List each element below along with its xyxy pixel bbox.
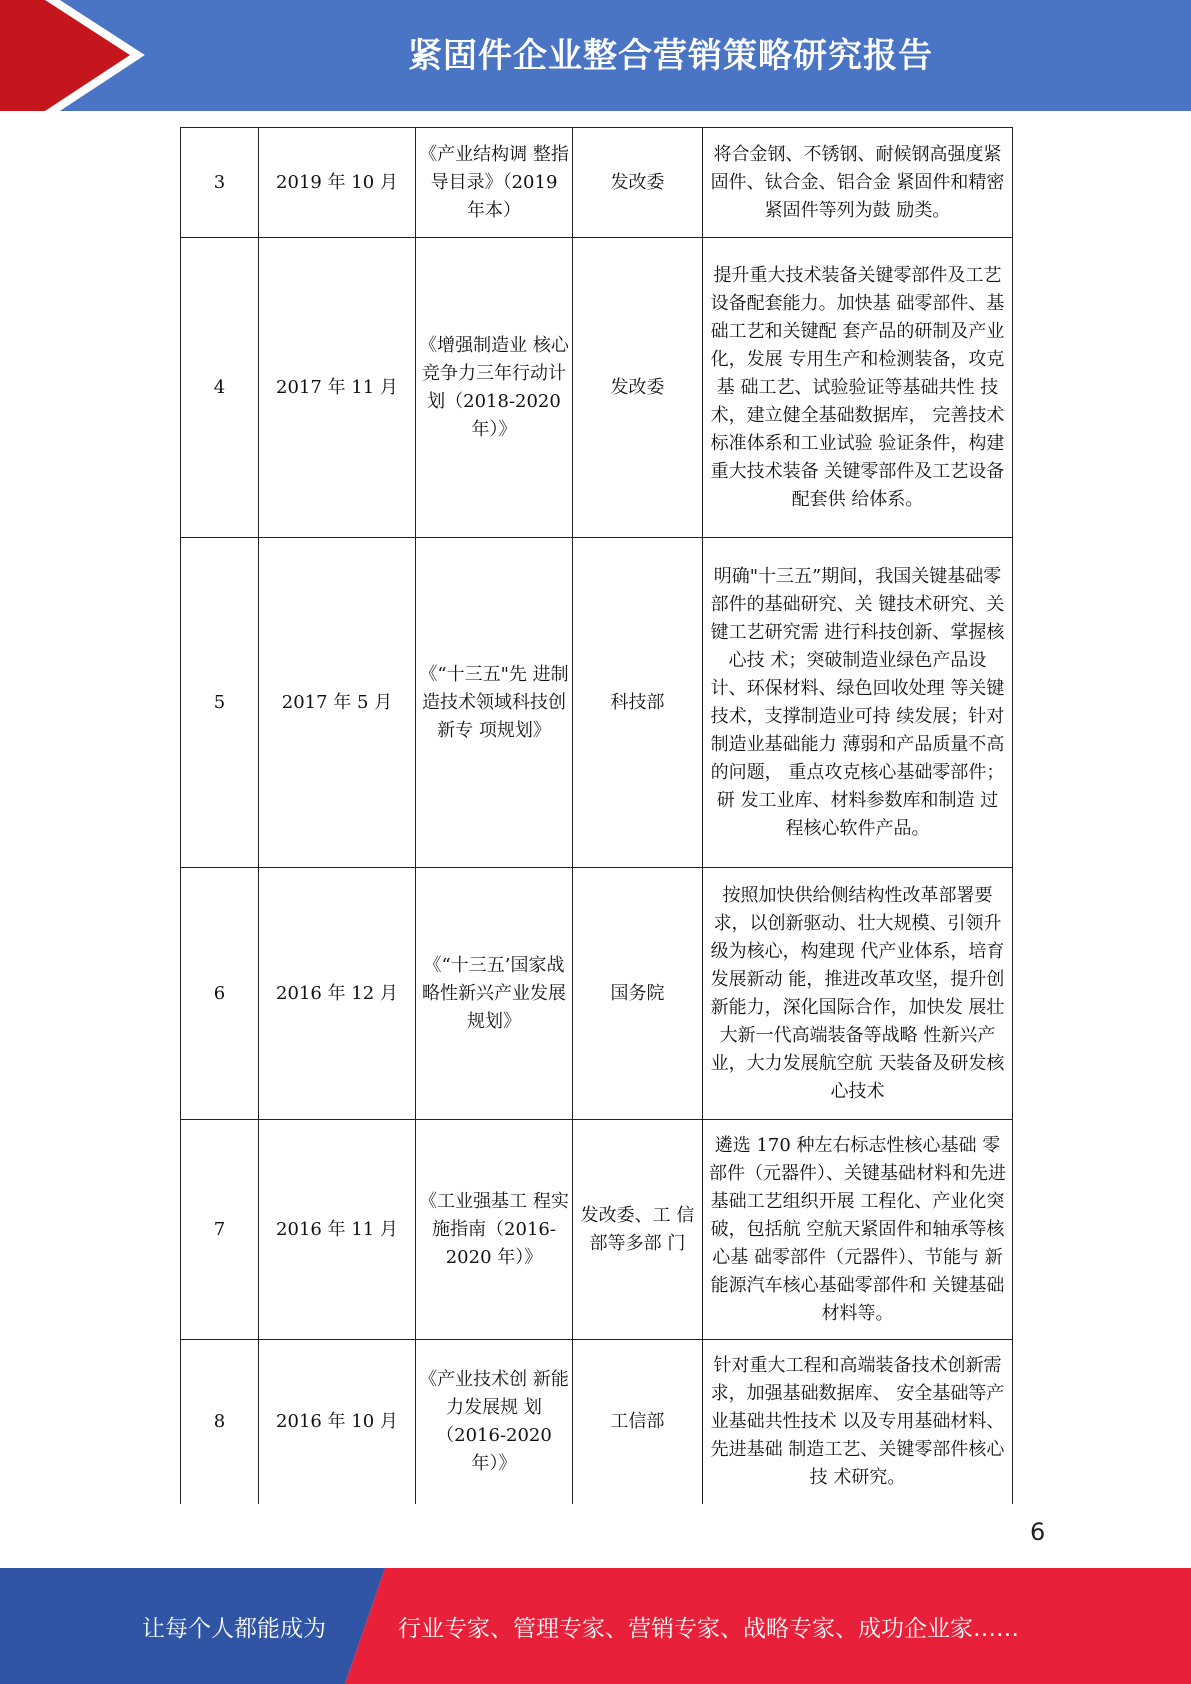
table-row xyxy=(181,1120,1013,1340)
footer-slogan-left: 让每个人都能成为 xyxy=(142,1616,326,1642)
row-date: 2016 年 12 月 xyxy=(259,868,416,1120)
row-date: 2017 年 11 月 xyxy=(259,238,416,538)
row-department: 国务院 xyxy=(573,868,703,1120)
row-number: 8 xyxy=(181,1340,259,1504)
row-document: 《产业技术创 新能力发展规 划（2016-2020 年）》 xyxy=(416,1340,573,1504)
row-document: 《“十三五’国家战略性新兴产业发展规划》 xyxy=(416,868,573,1120)
row-document: 《“十三五"先 进制造技术领域科技创新专 项规划》 xyxy=(416,538,573,868)
page-footer xyxy=(0,1568,1191,1684)
table-row xyxy=(181,538,1013,868)
row-number: 5 xyxy=(181,538,259,868)
row-content: 提升重大技术装备关键零部件及工艺设备配套能力。加快基 础零部件、基础工艺和关键配 套产品的研制及产业化，发展 专用生产和检测装备，攻克基 础工艺、试验验证等基础共性 技术，建立健全基础数据库， 完善技术标准体系和工业试验 验证条件，构建重大技术装备 关键零部件及工艺设备配套供 给体系。 xyxy=(703,238,1013,538)
row-content: 遴选 170 种左右标志性核心基础 零部件（元器件）、关键基础材料和先进基础工艺组织开展 工程化、产业化突破，包括航 空航天紧固件和轴承等核心基 础零部件（元器件）、节能与 新能源汽车核心基础零部件和 关键基础材料等。 xyxy=(703,1120,1013,1340)
row-document: 《增强制造业 核心竞争力三年行动计划（2018-2020 年）》 xyxy=(416,238,573,538)
row-department: 发改委 xyxy=(573,128,703,238)
row-date: 2017 年 5 月 xyxy=(259,538,416,868)
row-department: 科技部 xyxy=(573,538,703,868)
table-row xyxy=(181,238,1013,538)
row-content: 针对重大工程和高端装备技术创新需求，加强基础数据库、 安全基础等产业基础共性技术 以及专用基础材料、先进基础 制造工艺、关键零部件核心技 术研究。 xyxy=(703,1340,1013,1504)
row-document: 《工业强基工 程实施指南（2016-2020 年）》 xyxy=(416,1120,573,1340)
page-header xyxy=(0,0,1191,111)
row-content: 明确"十三五”期间，我国关键基础零部件的基础研究、关 键技术研究、关键工艺研究需 进行科技创新、掌握核心技 术；突破制造业绿色产品设 计、环保材料、绿色回收处理 等关键技术，支撑制造业可持 续发展；针对制造业基础能力 薄弱和产品质量不高的问题， 重点攻克核心基础零部件；研 发工业库、材料参数库和制造 过程核心软件产品。 xyxy=(703,538,1013,868)
header-chevron-icon xyxy=(0,0,150,111)
row-date: 2019 年 10 月 xyxy=(259,128,416,238)
row-date: 2016 年 10 月 xyxy=(259,1340,416,1504)
policy-table xyxy=(180,127,1012,1504)
row-content: 将合金钢、不锈钢、耐候钢高强度紧固件、钛合金、铝合金 紧固件和精密紧固件等列为鼓 励类。 xyxy=(703,128,1013,238)
footer-slogan-right: 行业专家、管理专家、营销专家、战略专家、成功企业家…… xyxy=(398,1616,1019,1642)
row-number: 4 xyxy=(181,238,259,538)
table-row xyxy=(181,868,1013,1120)
report-title: 紧固件企业整合营销策略研究报告 xyxy=(408,36,933,76)
table-row xyxy=(181,1340,1013,1504)
row-document: 《产业结构调 整指导目录》（2019 年本） xyxy=(416,128,573,238)
row-department: 发改委、工 信部等多部 门 xyxy=(573,1120,703,1340)
page-number: 6 xyxy=(1030,1518,1046,1546)
row-department: 发改委 xyxy=(573,238,703,538)
row-department: 工信部 xyxy=(573,1340,703,1504)
row-number: 3 xyxy=(181,128,259,238)
row-date: 2016 年 11 月 xyxy=(259,1120,416,1340)
row-content: 按照加快供给侧结构性改革部署要求，以创新驱动、壮大规模、引领升级为核心，构建现 代产业体系，培育发展新动 能，推进改革攻坚，提升创新能力，深化国际合作，加快发 展壮大新一代高端装备等战略 性新兴产业，大力发展航空航 天装备及研发核心技术 xyxy=(703,868,1013,1120)
row-number: 6 xyxy=(181,868,259,1120)
table-row xyxy=(181,128,1013,238)
row-number: 7 xyxy=(181,1120,259,1340)
